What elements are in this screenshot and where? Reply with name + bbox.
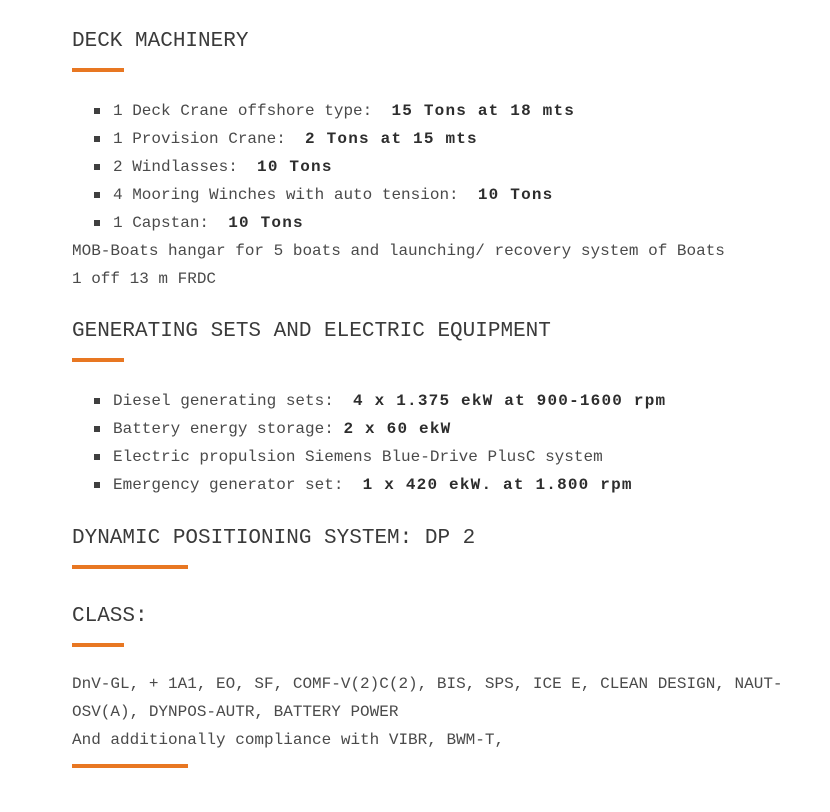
list-item — [72, 153, 794, 181]
list-item — [72, 125, 794, 153]
section-dynamic-positioning — [72, 527, 794, 569]
square-bullet-icon — [94, 482, 100, 488]
square-bullet-icon — [94, 426, 100, 432]
spec-label: 2 Windlasses: — [113, 158, 258, 176]
accent-rule — [72, 565, 188, 569]
section-deck-machinery — [72, 30, 794, 293]
section-title-generating-sets: GENERATING SETS AND ELECTRIC EQUIPMENT — [72, 320, 551, 343]
section-class — [72, 605, 794, 768]
spec-label: Emergency generator set: — [113, 476, 363, 494]
generating-sets-list — [72, 387, 794, 499]
square-bullet-icon — [94, 164, 100, 170]
spec-label: 4 Mooring Winches with auto tension: — [113, 186, 478, 204]
class-notation-line: OSV(A), DYNPOS-AUTR, BATTERY POWER — [72, 703, 399, 721]
spec-value: 4 x 1.375 ekW at 900-1600 rpm — [353, 392, 667, 410]
section-generating-sets — [72, 320, 794, 499]
section-title-deck-machinery: DECK MACHINERY — [72, 30, 249, 53]
section-title-class: CLASS: — [72, 605, 148, 628]
square-bullet-icon — [94, 192, 100, 198]
square-bullet-icon — [94, 136, 100, 142]
list-item — [72, 97, 794, 125]
spec-label: Battery energy storage: — [113, 420, 344, 438]
square-bullet-icon — [94, 108, 100, 114]
square-bullet-icon — [94, 454, 100, 460]
accent-rule — [72, 643, 124, 647]
spec-value: 10 Tons — [257, 158, 333, 176]
paragraph-frdc: 1 off 13 m FRDC — [72, 270, 217, 288]
list-item — [72, 181, 794, 209]
list-item — [72, 415, 794, 443]
spec-value: 10 Tons — [477, 186, 554, 204]
square-bullet-icon — [94, 220, 100, 226]
list-item — [72, 209, 794, 237]
spec-label: Diesel generating sets: — [113, 392, 354, 410]
spec-value: 2 Tons at 15 mts — [305, 130, 478, 148]
class-notation-line: And additionally compliance with VIBR, BWM-T, — [72, 731, 505, 749]
accent-rule — [72, 68, 124, 72]
paragraph-mob-boats: MOB-Boats hangar for 5 boats and launching/ recovery system of Boats — [72, 242, 725, 260]
spec-label: 1 Capstan: — [113, 214, 229, 232]
spec-value: 1 x 420 ekW. at 1.800 rpm — [362, 476, 633, 494]
spec-value: 2 x 60 ekW — [343, 420, 452, 438]
accent-rule — [72, 358, 124, 362]
spec-label: 1 Provision Crane: — [113, 130, 306, 148]
square-bullet-icon — [94, 398, 100, 404]
class-notation-text — [72, 670, 794, 754]
spec-label: 1 Deck Crane offshore type: — [113, 102, 392, 120]
deck-machinery-list — [72, 97, 794, 237]
accent-rule — [72, 764, 188, 768]
class-notation-line: DnV-GL, + 1A1, EO, SF, COMF-V(2)C(2), BIS, SPS, ICE E, CLEAN DESIGN, NAUT- — [72, 675, 783, 693]
list-item — [72, 387, 794, 415]
spec-value: 10 Tons — [228, 214, 304, 232]
spec-value: 15 Tons at 18 mts — [391, 102, 576, 120]
spec-label: Electric propulsion Siemens Blue-Drive PlusC system — [113, 448, 603, 466]
list-item — [72, 471, 794, 499]
section-title-dynamic-positioning: DYNAMIC POSITIONING SYSTEM: DP 2 — [72, 527, 476, 550]
list-item — [72, 443, 794, 471]
